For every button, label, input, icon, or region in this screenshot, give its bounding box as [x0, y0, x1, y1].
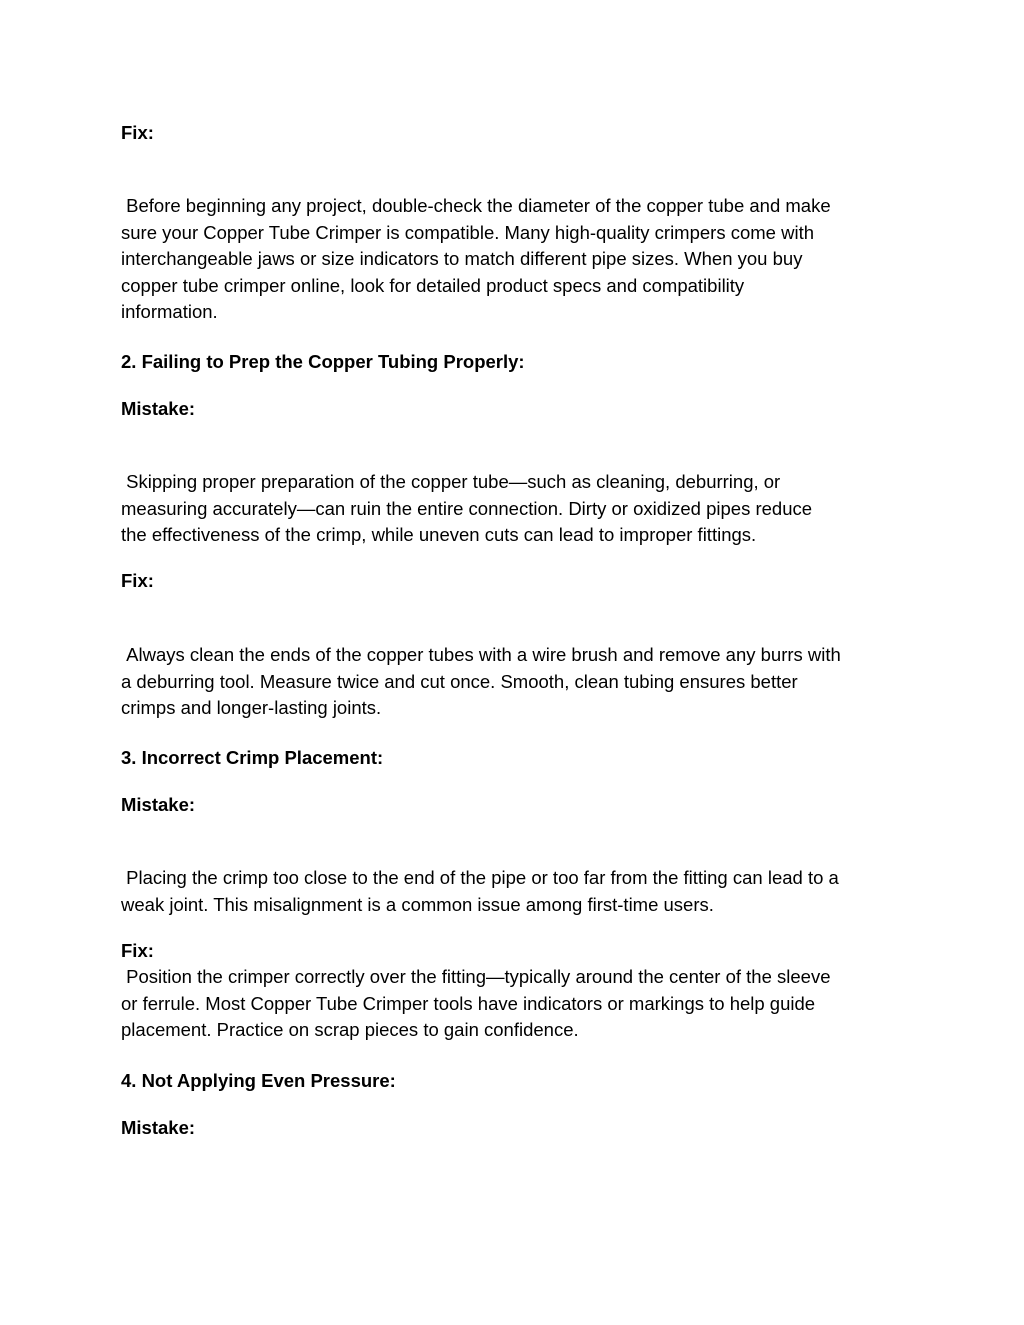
mistake-label: Mistake:	[121, 1117, 196, 1138]
fix-paragraph-prep: Always clean the ends of the copper tubes with a wire brush and remove any burrs with a deburring tool. Measure twice and cut once. Smooth, clean tubing ensures better crimps and longer-lasting joints.	[121, 644, 841, 718]
section-heading-prep: 2. Failing to Prep the Copper Tubing Properly:	[121, 351, 525, 372]
mistake-paragraph-placement: Placing the crimp too close to the end of the pipe or too far from the fitting can lead to a weak joint. This misalignment is a common issue among first-time users.	[121, 867, 839, 915]
fix-label: Fix:	[121, 570, 154, 591]
fix-label: Fix:	[121, 122, 154, 143]
fix-paragraph-tube-size: Before beginning any project, double-check the diameter of the copper tube and make sure your Copper Tube Crimper is compatible. Many high-quality crimpers come with interchangeable jaws or size indicators to match different pipe sizes. When you buy copper tube crimper online, look for detailed product specs and compatibility information.	[121, 195, 831, 322]
fix-paragraph-placement: Position the crimper correctly over the fitting—typically around the center of the sleeve or ferrule. Most Copper Tube Crimper tools have indicators or markings to help guide placement. Practice on scrap pieces to gain confidence.	[121, 966, 831, 1040]
mistake-label: Mistake:	[121, 398, 196, 419]
section-heading-pressure: 4. Not Applying Even Pressure:	[121, 1070, 396, 1091]
mistake-paragraph-prep: Skipping proper preparation of the copper tube—such as cleaning, deburring, or measuring accurately—can ruin the entire connection. Dirty or oxidized pipes reduce the effectiveness of the crimp, while uneven cuts can lead to improper fittings.	[121, 471, 813, 545]
section-heading-placement: 3. Incorrect Crimp Placement:	[121, 747, 384, 768]
fix-label: Fix:	[121, 940, 154, 961]
mistake-label: Mistake:	[121, 794, 196, 815]
